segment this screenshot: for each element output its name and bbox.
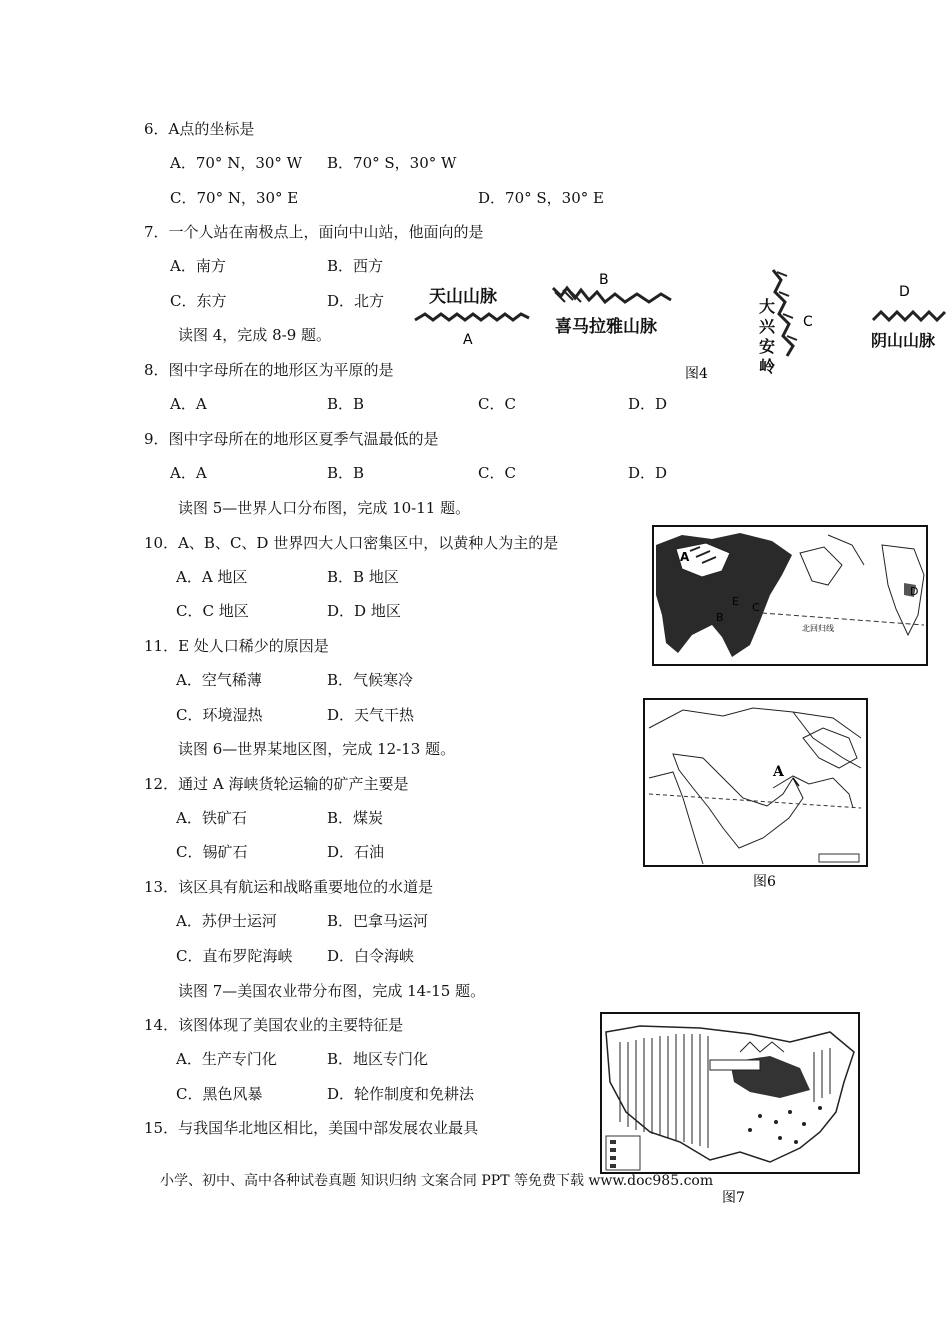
- fig4-letter-b: B: [599, 272, 609, 288]
- figure-5-population-map: [652, 525, 928, 666]
- q8-option-a: A．A: [170, 395, 207, 413]
- q8-option-c: C．C: [478, 395, 516, 413]
- fig5-letter-c: C: [752, 601, 760, 614]
- q7-option-d: D．北方: [327, 292, 385, 310]
- q9-option-c: C．C: [478, 464, 516, 482]
- daxinganling-char-4: 岭: [759, 357, 776, 376]
- q12-option-a: A．铁矿石: [176, 809, 247, 827]
- q6-option-c: C．70° N，30° E: [170, 189, 299, 207]
- q10-stem: 10．A、B、C、D 世界四大人口密集区中，以黄种人为主的是: [144, 534, 559, 552]
- q13-option-d: D．白令海峡: [327, 947, 415, 965]
- q14-option-c: C．黑色风暴: [176, 1085, 263, 1103]
- q8-stem: 8．图中字母所在的地形区为平原的是: [144, 361, 394, 379]
- figure-4-mountains: [405, 262, 950, 387]
- fig5-letter-d: D: [910, 585, 919, 598]
- page-footer: 小学、初中、高中各种试卷真题 知识归纳 文案合同 PPT 等免费下载 www.doc985.com: [160, 1173, 714, 1189]
- fig4-letter-c: C: [803, 314, 813, 330]
- himalaya-label: 喜马拉雅山脉: [555, 317, 657, 337]
- daxinganling-char-2: 兴: [759, 317, 776, 336]
- q9-option-b: B．B: [327, 464, 365, 482]
- q12-option-d: D．石油: [327, 843, 385, 861]
- q13-option-a: A．苏伊士运河: [176, 912, 277, 930]
- figure-7-caption: 图7: [722, 1190, 745, 1206]
- fig5-letter-a: A: [680, 550, 690, 564]
- q6-option-b: B．70° S，30° W: [327, 154, 457, 172]
- q13-option-c: C．直布罗陀海峡: [176, 947, 293, 965]
- q10-option-b: B．B 地区: [327, 568, 399, 586]
- fig4-letter-a: A: [463, 332, 473, 348]
- q7-option-b: B．西方: [327, 257, 384, 275]
- fig4-letter-d: D: [899, 284, 910, 300]
- yinshan-label: 阴山山脉: [871, 331, 936, 350]
- daxinganling-char-3: 安: [759, 337, 776, 356]
- intro-10-11: 读图 5—世界人口分布图，完成 10-11 题。: [178, 499, 471, 517]
- q7-option-c: C．东方: [170, 292, 227, 310]
- q11-option-b: B．气候寒冷: [327, 671, 414, 689]
- q14-stem: 14．该图体现了美国农业的主要特征是: [144, 1016, 404, 1034]
- q9-option-d: D．D: [628, 464, 668, 482]
- figure-4-caption: 图4: [685, 366, 708, 382]
- q11-option-a: A．空气稀薄: [176, 671, 262, 689]
- fig6-letter-a: A: [773, 764, 784, 780]
- q15-stem: 15．与我国华北地区相比，美国中部发展农业最具: [144, 1119, 479, 1137]
- q6-option-d: D．70° S，30° E: [478, 189, 604, 207]
- q14-option-a: A．生产专门化: [176, 1050, 277, 1068]
- q9-option-a: A．A: [170, 464, 207, 482]
- q13-option-b: B．巴拿马运河: [327, 912, 429, 930]
- q11-option-c: C．环境湿热: [176, 706, 263, 724]
- figure-6-region-map: [643, 698, 869, 894]
- fig5-letter-b: B: [716, 611, 724, 624]
- q11-option-d: D．天气干热: [327, 706, 415, 724]
- q14-option-d: D．轮作制度和免耕法: [327, 1085, 475, 1103]
- q10-option-a: A．A 地区: [176, 568, 248, 586]
- q10-option-c: C．C 地区: [176, 602, 249, 620]
- q9-stem: 9．图中字母所在的地形区夏季气温最低的是: [144, 430, 439, 448]
- q6-stem: 6．A点的坐标是: [144, 120, 255, 138]
- intro-12-13: 读图 6—世界某地区图，完成 12-13 题。: [178, 740, 456, 758]
- q12-option-b: B．煤炭: [327, 809, 384, 827]
- q12-stem: 12．通过 A 海峡货轮运输的矿产主要是: [144, 775, 409, 793]
- q12-option-c: C．锡矿石: [176, 843, 248, 861]
- q14-option-b: B．地区专门化: [327, 1050, 429, 1068]
- figure-6-caption: 图6: [753, 874, 776, 890]
- intro-8-9: 读图 4，完成 8-9 题。: [178, 326, 332, 344]
- q8-option-d: D．D: [628, 395, 668, 413]
- q8-option-b: B．B: [327, 395, 365, 413]
- q7-option-a: A．南方: [170, 257, 226, 275]
- q6-option-a: A．70° N，30° W: [170, 154, 303, 172]
- tianshan-label: 天山山脉: [429, 287, 497, 307]
- fig5-letter-e: E: [732, 595, 739, 608]
- intro-14-15: 读图 7—美国农业带分布图，完成 14-15 题。: [178, 982, 486, 1000]
- q7-stem: 7．一个人站在南极点上，面向中山站，他面向的是: [144, 223, 484, 241]
- q13-stem: 13．该区具有航运和战略重要地位的水道是: [144, 878, 434, 896]
- q11-stem: 11．E 处人口稀少的原因是: [144, 637, 329, 655]
- fig5-tropic-label: 北回归线: [802, 624, 834, 633]
- q10-option-d: D．D 地区: [327, 602, 401, 620]
- daxinganling-char-1: 大: [759, 297, 776, 316]
